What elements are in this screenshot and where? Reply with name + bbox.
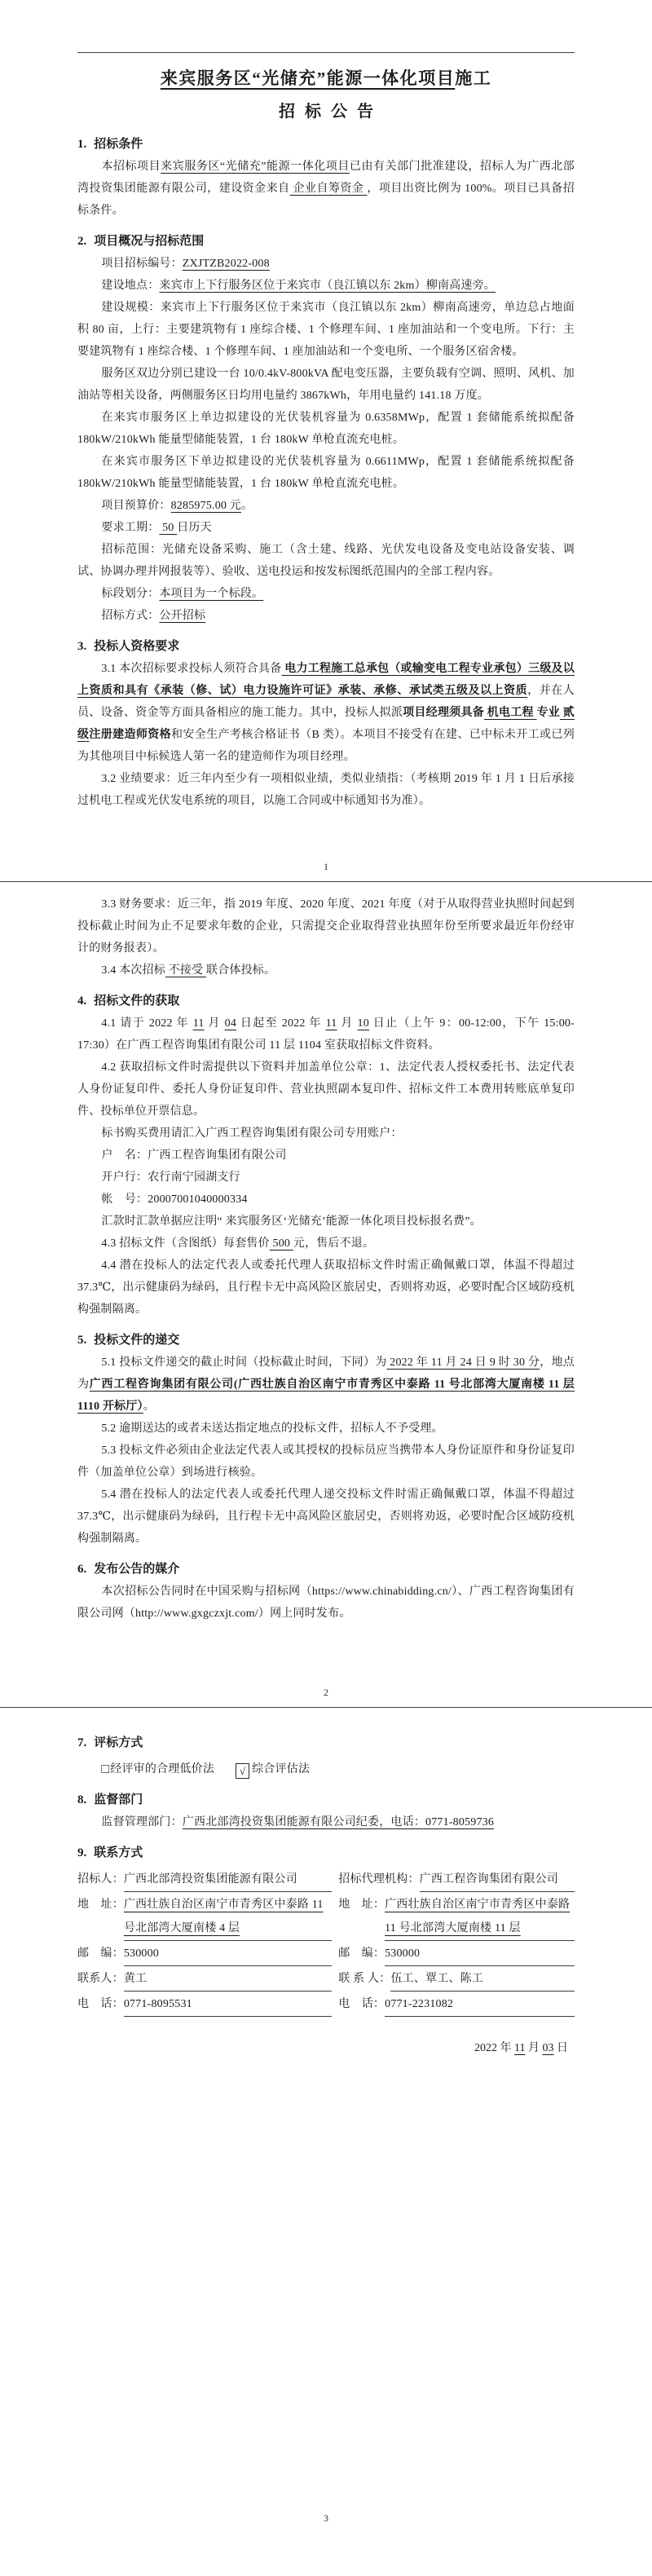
document-title bbox=[77, 65, 575, 92]
field-label: 招标代理机构： bbox=[338, 1873, 420, 1886]
text-run: 50 bbox=[159, 522, 178, 534]
evaluation-method-options bbox=[77, 1758, 575, 1780]
paragraph-bid-conditions bbox=[77, 156, 575, 222]
paragraph-covid-rule-4-4 bbox=[77, 1255, 575, 1321]
text-run: 月 bbox=[204, 1017, 225, 1030]
text-run: 联合体投标。 bbox=[206, 964, 276, 977]
text-run: 3.3 财务要求：近三年，指 2019 年度、2020 年度、2021 年度（对于从取得营业执照时间起到投标截止时间为止不足要求年数的企业，只需提交企业取得营业执照年份至所要求最近年份经审计的财务报表）。 bbox=[77, 898, 575, 955]
text-run: 注册建造师资格 bbox=[89, 729, 171, 741]
paragraph-announcement-media bbox=[77, 1581, 575, 1625]
document-page-2 bbox=[0, 882, 652, 1708]
text-run: 项目经理须具备 bbox=[403, 707, 484, 719]
agency-phone-value: 0771-2231082 bbox=[385, 1992, 575, 2017]
text-run: 月 bbox=[525, 2042, 543, 2054]
text-run: 11 bbox=[192, 1017, 205, 1030]
section-number: 4. bbox=[77, 995, 87, 1008]
agency-contact-person-value: 伍工、覃工、陈工 bbox=[390, 1967, 575, 1992]
text-run: 开户行：农行南宁园湖支行 bbox=[101, 1171, 240, 1184]
contact-row-person bbox=[338, 1967, 575, 1992]
section-8-heading bbox=[77, 1789, 575, 1811]
text-run: 日历天 bbox=[177, 522, 212, 534]
paragraph-lower-capacity bbox=[77, 451, 575, 495]
announcement-date bbox=[77, 2037, 575, 2059]
contact-row-agency bbox=[338, 1868, 575, 1892]
section-3-heading bbox=[77, 636, 575, 658]
section-number: 3. bbox=[77, 640, 87, 653]
text-run: 本次招标公告同时在中国采购与招标网（https://www.chinabidding.cn/）、广西工程咨询集团有限公司网（http://www.gxgczxjt.com/）网上同时发布。 bbox=[77, 1586, 575, 1620]
section-title: 监督部门 bbox=[94, 1793, 143, 1806]
tenderer-address-value: 广西壮族自治区南宁市青秀区中泰路 11 号北部湾大厦南楼 4 层 bbox=[124, 1893, 332, 1941]
agency-name-value: 广西工程咨询集团有限公司 bbox=[420, 1868, 575, 1892]
paragraph-upper-capacity bbox=[77, 407, 575, 451]
section-9-heading bbox=[77, 1842, 575, 1864]
checkbox-unchecked-icon: □ bbox=[101, 1762, 110, 1776]
section-title: 招标条件 bbox=[94, 138, 143, 151]
paragraph-remittance-note bbox=[77, 1211, 575, 1233]
text-run: 500 bbox=[269, 1237, 293, 1250]
text-run: 广西北部湾投资集团能源有限公司纪委，电话：0771-8059736 bbox=[182, 1816, 495, 1828]
paragraph-scope bbox=[77, 539, 575, 583]
text-run: 监督管理部门： bbox=[101, 1816, 183, 1828]
text-run: ，地点为 bbox=[77, 1356, 575, 1391]
paragraph-performance-3-2 bbox=[77, 768, 575, 812]
document-subtitle: 招标公告 bbox=[279, 103, 383, 121]
contact-row-phone bbox=[77, 1992, 332, 2017]
paragraph-scale bbox=[77, 297, 575, 363]
text-run: 服务区双边分别已建设一台 10/0.4kV-800kVA 配电变压器，主要负载有空调、照明、风机、加油站等相关设备，两侧服务区日均用电量约 3867kWh，年用电量约 141.18 万度。 bbox=[77, 368, 575, 402]
text-run: 月 bbox=[337, 1017, 358, 1030]
document-page-1 bbox=[0, 0, 652, 882]
option-label-comprehensive: 综合评估法 bbox=[252, 1763, 311, 1775]
section-number: 9. bbox=[77, 1846, 87, 1859]
text-run: 日 bbox=[553, 2042, 568, 2054]
contact-row-person bbox=[77, 1967, 332, 1992]
text-run: 。 bbox=[143, 1400, 155, 1413]
contact-row-postcode bbox=[77, 1942, 332, 1966]
text-run: 3.1 本次招标要求投标人须符合具备 bbox=[101, 663, 282, 675]
text-run: 建设规模：来宾市上下行服务区位于来宾市（良江镇以东 2km）柳南高速旁，单边总占地面积 80 亩，上行：主要建筑物有 1 座综合楼、1 个修理车间、1 座加油站和一个变电所。下行：主要建筑物有 1 座综合楼、1 个修理车间、1 座加油站和一个变电所、一个服务区宿舍楼。 bbox=[77, 302, 575, 358]
section-6-heading bbox=[77, 1559, 575, 1581]
section-title: 评标方式 bbox=[94, 1736, 143, 1749]
paragraph-obtain-time-4-1 bbox=[77, 1012, 575, 1056]
paragraph-obtain-materials-4-2 bbox=[77, 1056, 575, 1123]
paragraph-existing-facilities bbox=[77, 363, 575, 407]
agency-postcode-value: 530000 bbox=[385, 1942, 575, 1966]
text-run: 4.1 请于 2022 年 bbox=[101, 1017, 193, 1030]
text-run: 专业 bbox=[536, 707, 561, 719]
text-run: 帐 号：20007001040000334 bbox=[101, 1193, 248, 1206]
tenderer-postcode-value: 530000 bbox=[124, 1942, 332, 1966]
paragraph-bank-branch bbox=[77, 1167, 575, 1189]
text-run: 5.3 投标文件必须由企业法定代表人或其授权的投标员应当携带本人身份证原件和身份证复印件（加盖单位公章）到场进行核验。 bbox=[77, 1445, 575, 1479]
text-run: ，并在人员、设备、资金等方面具备相应的施工能力。其中，投标人拟派 bbox=[77, 685, 575, 719]
text-run: 贰 级 bbox=[77, 707, 575, 741]
text-run: 11 bbox=[514, 2042, 526, 2054]
text-run: 标段划分： bbox=[101, 588, 160, 600]
text-run: 日止（上午 9：00-12:00，下午 15:00-17:30）在广西工程咨询集团有限公司 11 层 1104 室获取招标文件资料。 bbox=[77, 1017, 575, 1052]
paragraph-account-number bbox=[77, 1189, 575, 1211]
text-run: 要求工期： bbox=[101, 522, 160, 534]
section-7-heading bbox=[77, 1732, 575, 1754]
page-number-2: 2 bbox=[324, 1687, 328, 1698]
field-label: 邮 编： bbox=[77, 1947, 124, 1960]
text-run: 招标范围：光储充设备采购、施工（含土建、线路、光伏发电设备及变电站设备安装、调试、协调办理并网报装等）、验收、送电投运和按发标图纸范围内的全部工程内容。 bbox=[77, 544, 575, 578]
text-run: 本项目为一个标段。 bbox=[159, 588, 264, 600]
field-label: 电 话： bbox=[338, 1998, 385, 2010]
contact-row-postcode bbox=[338, 1942, 575, 1966]
text-run: 招标方式： bbox=[101, 610, 160, 622]
text-run: 03 bbox=[542, 2042, 554, 2054]
section-5-heading bbox=[77, 1330, 575, 1352]
section-title: 项目概况与招标范围 bbox=[94, 235, 205, 248]
paragraph-location bbox=[77, 275, 575, 297]
text-run: 电力工程施工总承包（或输变电工程专业承包）三级及以上资质和具有《承装（修、试）电力设施许可证》承装、承修、承试类五级及以上资质 bbox=[77, 663, 575, 697]
section-title: 投标人资格要求 bbox=[94, 640, 180, 653]
text-run: 项目招标编号： bbox=[101, 258, 183, 270]
text-run: 4.4 潜在投标人的法定代表人或委托代理人获取招标文件时需正确佩戴口罩，体温不得超过 37.3℃，出示健康码为绿码，且行程卡无中高风险区旅居史，否则将劝返，必要时配合区域防疫机构强制隔离。 bbox=[77, 1259, 575, 1316]
text-run: 04 bbox=[224, 1017, 237, 1030]
text-run: 元，售后不退。 bbox=[293, 1237, 375, 1250]
paragraph-bid-method bbox=[77, 605, 575, 627]
text-run: 来宾服务区“光储充”能源一体化项目 bbox=[161, 161, 350, 173]
text-run: 户 名：广西工程咨询集团有限公司 bbox=[101, 1149, 287, 1162]
text-run: 机电工程 bbox=[483, 707, 537, 719]
paragraph-late-submission-5-2 bbox=[77, 1418, 575, 1440]
text-run: 和安全生产考核合格证书（B 类）。本项目不接受有在建、已中标未开工或已列为其他项目中标候选人第一名的建造师作为项目经理。 bbox=[77, 729, 575, 763]
section-title: 发布公告的媒介 bbox=[94, 1563, 180, 1576]
page-number-1: 1 bbox=[324, 861, 328, 872]
contact-info-block bbox=[77, 1868, 575, 2018]
section-2-heading bbox=[77, 231, 575, 253]
paragraph-supervision-department bbox=[77, 1811, 575, 1833]
text-run: 广西工程咨询集团有限公司(广西壮族自治区南宁市青秀区中泰路 11 号北部湾大厦南楼 11 层 1110 开标厅） bbox=[77, 1378, 575, 1413]
section-number: 5. bbox=[77, 1334, 87, 1347]
section-number: 6. bbox=[77, 1563, 87, 1576]
field-label: 地 址： bbox=[338, 1899, 385, 1911]
field-label: 联 系 人： bbox=[338, 1973, 391, 1985]
option-label-low-price: 经评审的合理低价法 bbox=[110, 1763, 215, 1775]
field-label: 联系人： bbox=[77, 1973, 124, 1985]
page-top-rule bbox=[77, 52, 575, 53]
tenderer-phone-value: 0771-8095531 bbox=[124, 1992, 332, 2017]
paragraph-qualification-3-1 bbox=[77, 658, 575, 768]
text-run: 4.3 招标文件（含图纸）每套售价 bbox=[101, 1237, 270, 1250]
paragraph-account-name bbox=[77, 1145, 575, 1167]
text-run: 来宾市上下行服务区位于来宾市（良江镇以东 2km）柳南高速旁。 bbox=[159, 280, 496, 292]
text-run: 2022 年 bbox=[474, 2042, 515, 2054]
agency-address-value: 广西壮族自治区南宁市青秀区中泰路 11 号北部湾大厦南楼 11 层 bbox=[385, 1893, 575, 1941]
field-label: 招标人： bbox=[77, 1873, 124, 1886]
paragraph-budget bbox=[77, 495, 575, 517]
text-run: ，项目出资比例为 100%。项目已具备招标条件。 bbox=[77, 183, 575, 217]
text-run: 10 bbox=[357, 1017, 369, 1030]
text-run: 4.2 获取招标文件时需提供以下资料并加盖单位公章：1、法定代表人授权委托书、法定代表人身份证复印件、委托人身份证复印件、营业执照副本复印件、招标文件工本费用转账底单复印件、投标单位开票信息。 bbox=[77, 1061, 575, 1118]
text-run: 建设地点： bbox=[101, 280, 160, 292]
field-label: 电 话： bbox=[77, 1998, 124, 2010]
section-1-heading bbox=[77, 134, 575, 156]
paragraph-duration bbox=[77, 517, 575, 539]
field-label: 邮 编： bbox=[338, 1947, 385, 1960]
text-run: 标书购买费用请汇入广西工程咨询集团有限公司专用账户： bbox=[101, 1127, 403, 1140]
text-run: 11 bbox=[325, 1017, 337, 1030]
text-run: 5.4 潜在投标人的法定代表人或委托代理人递交投标文件时需正确佩戴口罩，体温不得超过 37.3℃，出示健康码为绿码，且行程卡无中高风险区旅居史，否则将劝返，必要时配合区域防疫机构强制隔离。 bbox=[77, 1489, 575, 1545]
text-run: 2022 年 11 月 24 日 9 时 30 分 bbox=[386, 1356, 540, 1369]
paragraph-project-number bbox=[77, 253, 575, 275]
contact-row-tenderer bbox=[77, 1868, 332, 1892]
section-title: 招标文件的获取 bbox=[94, 995, 180, 1008]
contact-row-address bbox=[77, 1893, 332, 1941]
section-title: 联系方式 bbox=[94, 1846, 143, 1859]
paragraph-deadline-5-1 bbox=[77, 1352, 575, 1418]
text-run: 施工 bbox=[455, 68, 492, 88]
text-run: 3.4 本次招标 bbox=[101, 964, 165, 977]
text-run: 日起至 2022 年 bbox=[236, 1017, 326, 1030]
contact-row-phone bbox=[338, 1992, 575, 2017]
text-run: 3.2 业绩要求：近三年内至少有一项相似业绩，类似业绩指：（考核期 2019 年 1 月 1 日后承接过机电工程或光伏发电系统的项目，以施工合同或中标通知书为准）。 bbox=[77, 773, 575, 807]
paragraph-verification-5-3 bbox=[77, 1440, 575, 1484]
text-run: 汇款时汇款单据应注明“ 来宾服务区‘光储充’能源一体化项目投标报名费”。 bbox=[101, 1215, 482, 1228]
contact-row-address bbox=[338, 1893, 575, 1941]
tenderer-name-value: 广西北部湾投资集团能源有限公司 bbox=[124, 1868, 332, 1892]
text-run: 不接受 bbox=[165, 964, 206, 977]
text-run: 8285975.00 元 bbox=[170, 500, 241, 512]
text-run: 已由有关部门批准建设，招标人为广西北部湾投资集团能源有限公司，建设资金来自 bbox=[77, 161, 575, 195]
text-run: 公开招标 bbox=[159, 610, 206, 622]
text-run: 本招标项目 bbox=[101, 161, 161, 173]
document-page-3 bbox=[0, 1708, 652, 2576]
text-run: 在来宾市服务区下单边拟建设的光伏装机容量为 0.6611MWp，配置 1 套储能系统拟配备 180kW/210kWh 能量型储能装置，1 台 180kW 单枪直流充电桩。 bbox=[77, 456, 575, 490]
text-run: 来宾服务区“光储充”能源一体化项目 bbox=[160, 68, 456, 88]
paragraph-consortium-3-4 bbox=[77, 959, 575, 981]
section-number: 7. bbox=[77, 1736, 87, 1749]
section-title: 投标文件的递交 bbox=[94, 1334, 180, 1347]
section-number: 2. bbox=[77, 235, 87, 248]
page-number-3: 3 bbox=[324, 2512, 328, 2524]
paragraph-lot-division bbox=[77, 583, 575, 605]
paragraph-payment-account-intro bbox=[77, 1123, 575, 1145]
text-run: 。 bbox=[241, 500, 253, 512]
text-run: 项目预算价： bbox=[101, 500, 171, 512]
field-label: 地 址： bbox=[77, 1899, 124, 1911]
tenderer-contact-column bbox=[77, 1868, 338, 2018]
section-number: 1. bbox=[77, 138, 87, 151]
text-run: 5.1 投标文件递交的截止时间（投标截止时间，下同）为 bbox=[101, 1356, 387, 1369]
section-number: 8. bbox=[77, 1793, 87, 1806]
text-run: 企业自筹资金 bbox=[289, 183, 368, 195]
paragraph-document-price-4-3 bbox=[77, 1233, 575, 1255]
checkbox-checked-icon: √ bbox=[236, 1763, 249, 1779]
paragraph-covid-rule-5-4 bbox=[77, 1484, 575, 1550]
agency-contact-column bbox=[338, 1868, 575, 2018]
text-run: 5.2 逾期送达的或者未送达指定地点的投标文件，招标人不予受理。 bbox=[101, 1423, 443, 1435]
text-run: 在来宾市服务区上单边拟建设的光伏装机容量为 0.6358MWp，配置 1 套储能系统拟配备 180kW/210kWh 能量型储能装置，1 台 180kW 单枪直流充电桩。 bbox=[77, 412, 575, 446]
text-run: ZXJTZB2022-008 bbox=[182, 258, 270, 270]
section-4-heading bbox=[77, 990, 575, 1012]
paragraph-finance-3-3 bbox=[77, 893, 575, 959]
tenderer-contact-person-value: 黄工 bbox=[124, 1967, 332, 1992]
